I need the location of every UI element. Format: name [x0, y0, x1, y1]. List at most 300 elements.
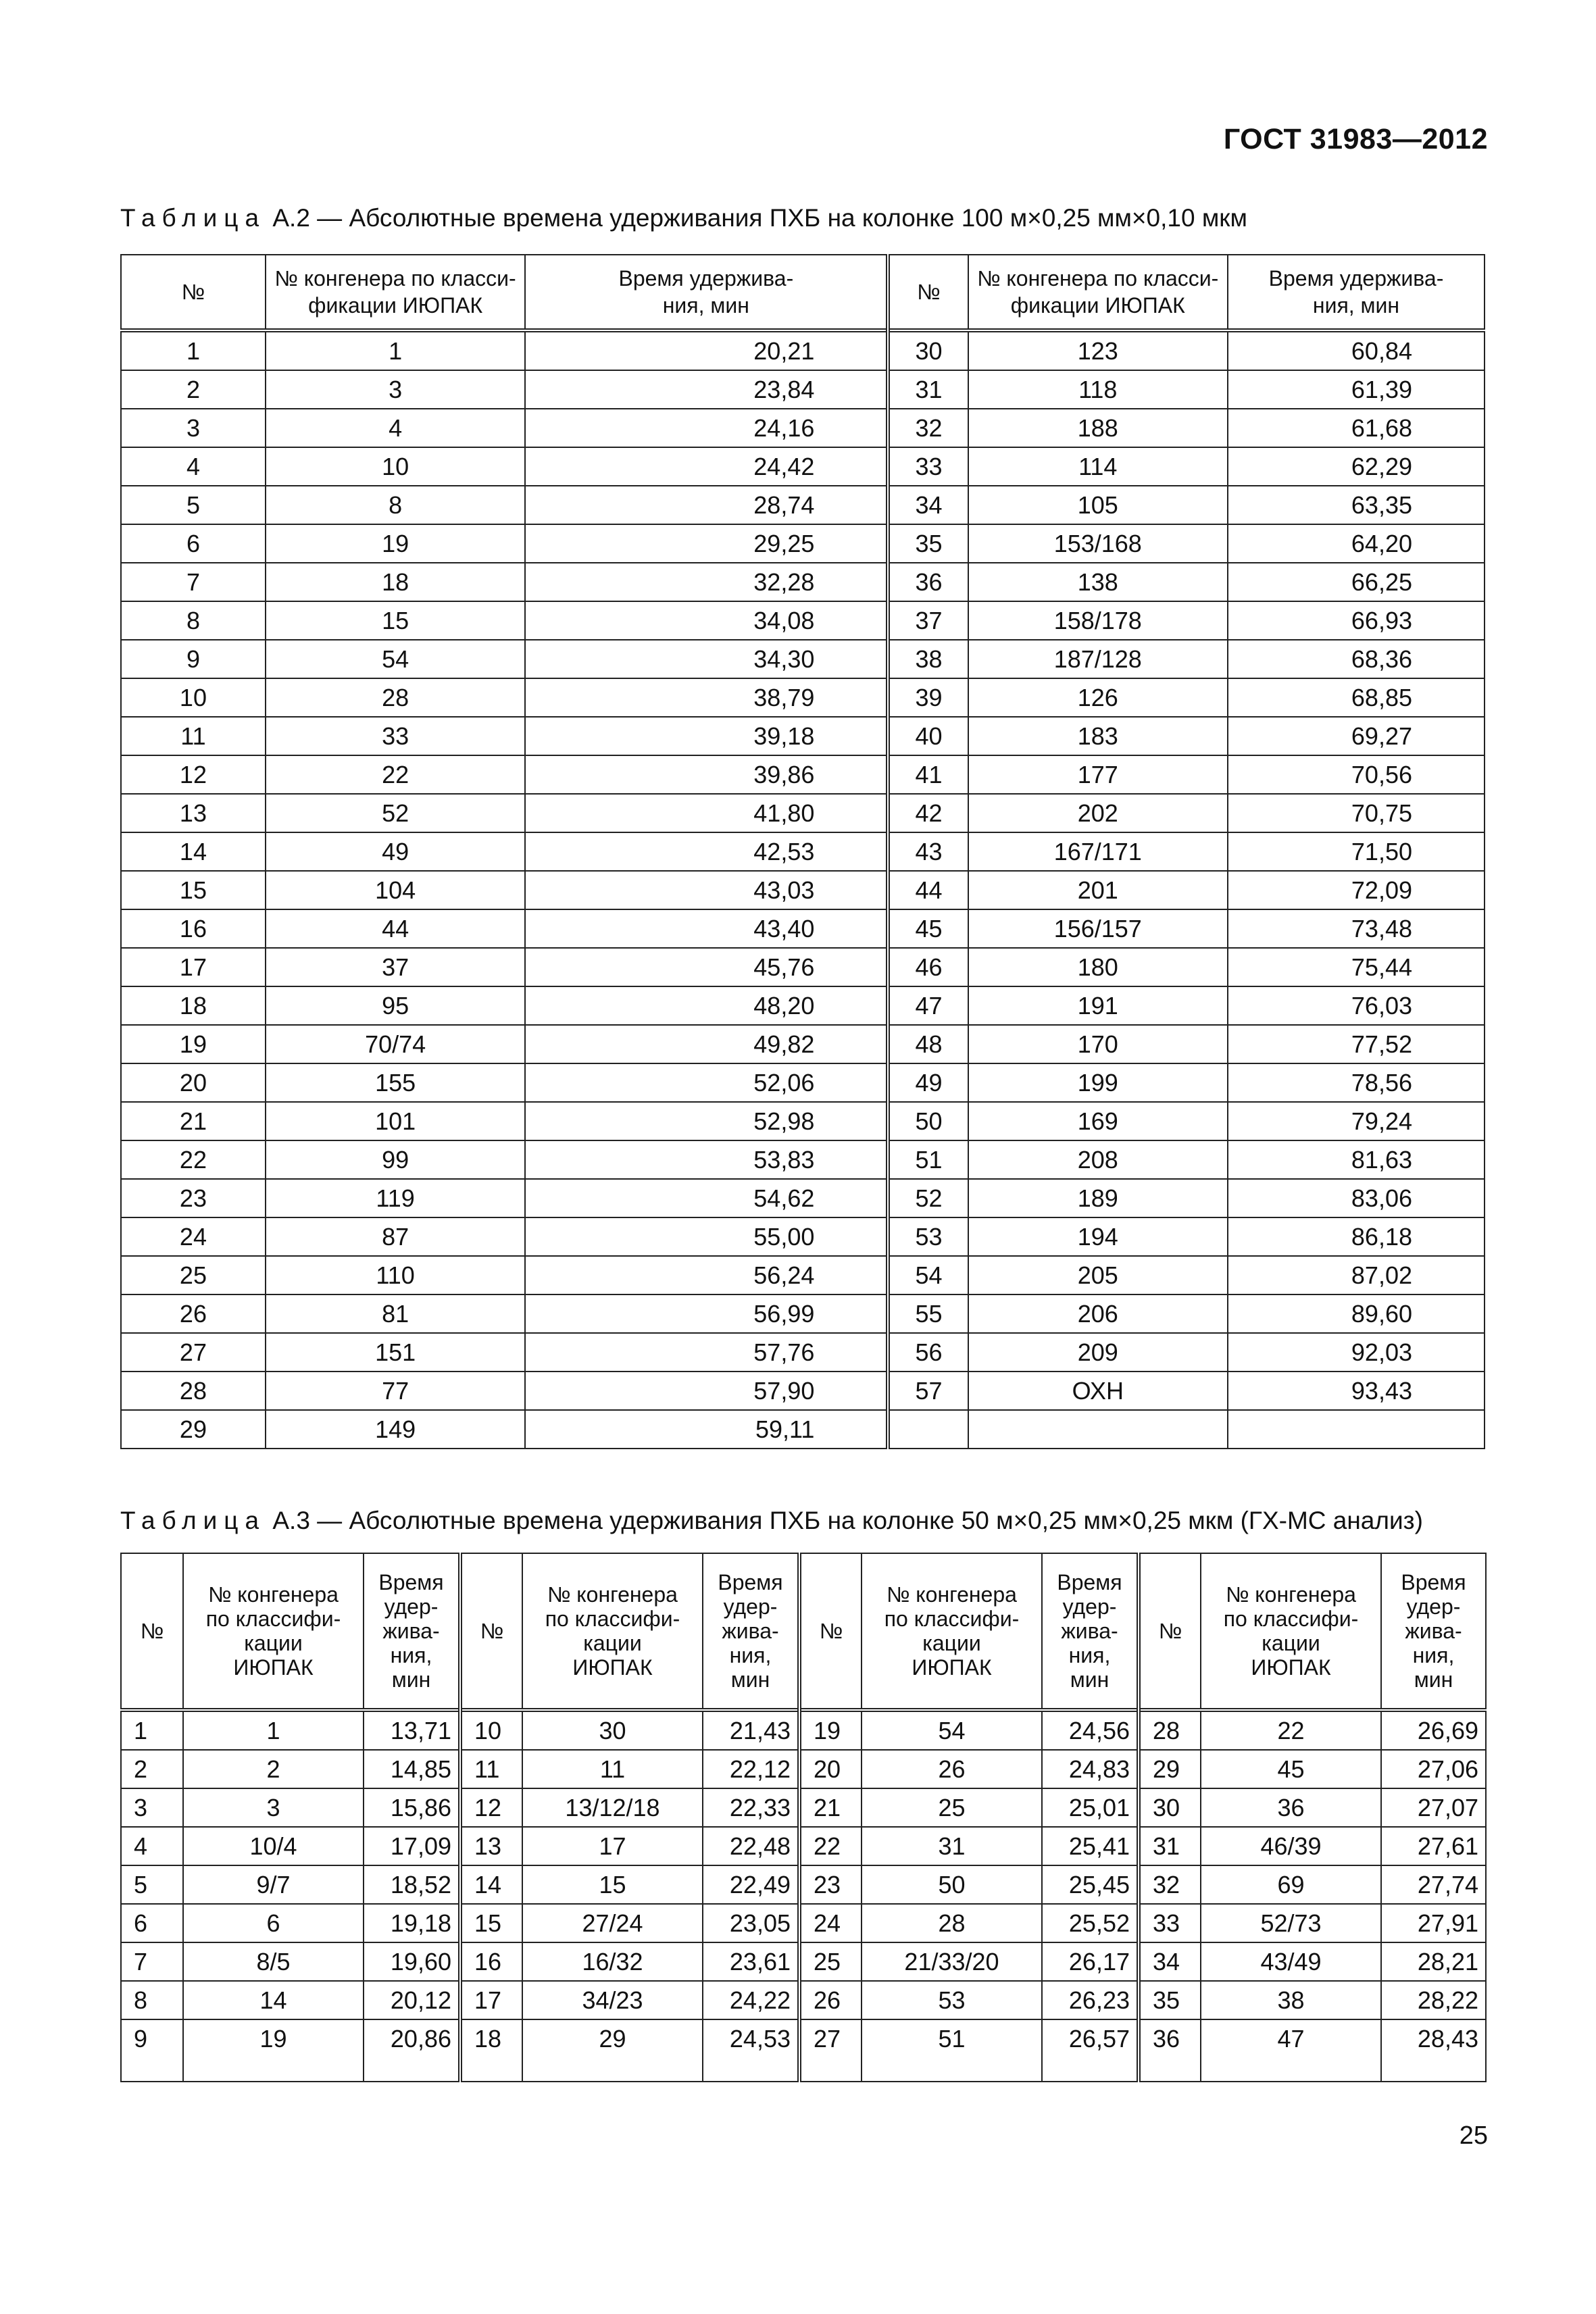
congener-cell: 27/24	[522, 1904, 703, 1942]
table-row	[121, 832, 1485, 871]
retention-time-cell: 76,03	[1228, 986, 1485, 1025]
retention-time-cell: 23,05	[703, 1904, 799, 1942]
row-number-cell: 16	[121, 909, 266, 948]
congener-cell: 22	[1201, 1710, 1381, 1750]
table-row	[121, 909, 1485, 948]
congener-cell: 126	[968, 678, 1228, 717]
table-row	[121, 1788, 1486, 1827]
retention-time-cell: 32,28	[525, 563, 888, 601]
congener-cell: 11	[522, 1750, 703, 1788]
row-number-cell: 10	[121, 678, 266, 717]
congener-cell: 187/128	[968, 640, 1228, 678]
congener-cell: 123	[968, 330, 1228, 370]
retention-time-cell: 69,27	[1228, 717, 1485, 755]
row-number-cell: 44	[888, 871, 968, 909]
retention-time-cell: 27,07	[1381, 1788, 1486, 1827]
congener-cell: 110	[266, 1256, 525, 1294]
congener-cell: 52/73	[1201, 1904, 1381, 1942]
congener-cell: 26	[862, 1750, 1042, 1788]
retention-time-cell: 63,35	[1228, 486, 1485, 524]
congener-cell: 28	[266, 678, 525, 717]
retention-time-cell: 28,43	[1381, 2019, 1486, 2082]
table-row	[121, 1904, 1486, 1942]
row-number-cell: 24	[799, 1904, 862, 1942]
congener-cell: 104	[266, 871, 525, 909]
retention-time-cell: 24,56	[1042, 1710, 1139, 1750]
retention-time-cell: 26,17	[1042, 1942, 1139, 1981]
table-a2-caption	[120, 204, 1247, 232]
retention-time-cell: 92,03	[1228, 1333, 1485, 1372]
table-row	[121, 986, 1485, 1025]
table-a2-caption-prefix: Таблица	[120, 204, 266, 232]
table-row	[121, 1942, 1486, 1981]
congener-cell: 19	[183, 2019, 364, 2082]
row-number-cell: 11	[121, 717, 266, 755]
table-row	[121, 370, 1485, 409]
row-number-cell: 21	[121, 1102, 266, 1140]
table-a2-header-congener: № конгенера по класси- фикации ИЮПАК	[266, 255, 525, 330]
retention-time-cell: 26,23	[1042, 1981, 1139, 2019]
table-a3-header-row	[121, 1553, 1486, 1710]
retention-time-cell: 64,20	[1228, 524, 1485, 563]
row-number-cell: 1	[121, 1710, 183, 1750]
row-number-cell: 30	[888, 330, 968, 370]
congener-cell: 3	[183, 1788, 364, 1827]
retention-time-cell: 54,62	[525, 1179, 888, 1217]
congener-cell: 36	[1201, 1788, 1381, 1827]
congener-cell: 47	[1201, 2019, 1381, 2082]
congener-cell: 30	[522, 1710, 703, 1750]
congener-cell: 44	[266, 909, 525, 948]
retention-time-cell: 20,21	[525, 330, 888, 370]
row-number-cell: 23	[799, 1865, 862, 1904]
retention-time-cell: 24,22	[703, 1981, 799, 2019]
table-row	[121, 2019, 1486, 2082]
row-number-cell: 15	[121, 871, 266, 909]
table-row	[121, 563, 1485, 601]
row-number-cell	[888, 1410, 968, 1449]
congener-cell: 13/12/18	[522, 1788, 703, 1827]
row-number-cell: 4	[121, 1827, 183, 1865]
table-row	[121, 1750, 1486, 1788]
congener-cell: 6	[183, 1904, 364, 1942]
retention-time-cell: 18,52	[364, 1865, 460, 1904]
congener-cell: ОХН	[968, 1372, 1228, 1410]
retention-time-cell: 56,99	[525, 1294, 888, 1333]
retention-time-cell: 27,06	[1381, 1750, 1486, 1788]
table-row	[121, 678, 1485, 717]
table-row	[121, 640, 1485, 678]
table-row	[121, 1333, 1485, 1372]
retention-time-cell: 34,08	[525, 601, 888, 640]
row-number-cell: 5	[121, 486, 266, 524]
retention-time-cell: 61,39	[1228, 370, 1485, 409]
row-number-cell: 9	[121, 640, 266, 678]
document-header: ГОСТ 31983—2012	[1223, 123, 1488, 155]
table-a3-header-congener: № конгенера по классифи- кации ИЮПАК	[1201, 1553, 1381, 1710]
table-row	[121, 1827, 1486, 1865]
retention-time-cell: 68,85	[1228, 678, 1485, 717]
retention-time-cell: 19,60	[364, 1942, 460, 1981]
retention-time-cell: 43,40	[525, 909, 888, 948]
table-row	[121, 447, 1485, 486]
row-number-cell: 40	[888, 717, 968, 755]
retention-time-cell: 27,74	[1381, 1865, 1486, 1904]
row-number-cell: 13	[121, 794, 266, 832]
retention-time-cell: 23,84	[525, 370, 888, 409]
retention-time-cell: 26,69	[1381, 1710, 1486, 1750]
table-row	[121, 1102, 1485, 1140]
retention-time-cell: 20,12	[364, 1981, 460, 2019]
table-a3-header-congener: № конгенера по классифи- кации ИЮПАК	[862, 1553, 1042, 1710]
retention-time-cell: 75,44	[1228, 948, 1485, 986]
congener-cell: 70/74	[266, 1025, 525, 1063]
table-a2-header-congener: № конгенера по класси- фикации ИЮПАК	[968, 255, 1228, 330]
retention-time-cell: 22,48	[703, 1827, 799, 1865]
congener-cell: 46/39	[1201, 1827, 1381, 1865]
table-a3-caption	[120, 1507, 1423, 1535]
row-number-cell: 56	[888, 1333, 968, 1372]
table-row	[121, 1140, 1485, 1179]
row-number-cell: 20	[121, 1063, 266, 1102]
retention-time-cell: 27,91	[1381, 1904, 1486, 1942]
congener-cell: 155	[266, 1063, 525, 1102]
row-number-cell: 19	[799, 1710, 862, 1750]
retention-time-cell: 83,06	[1228, 1179, 1485, 1217]
table-row	[121, 1063, 1485, 1102]
table-row	[121, 1865, 1486, 1904]
row-number-cell: 12	[121, 755, 266, 794]
retention-time-cell: 45,76	[525, 948, 888, 986]
congener-cell: 29	[522, 2019, 703, 2082]
retention-time-cell: 23,61	[703, 1942, 799, 1981]
retention-time-cell: 26,57	[1042, 2019, 1139, 2082]
table-row	[121, 717, 1485, 755]
congener-cell: 77	[266, 1372, 525, 1410]
retention-time-cell: 21,43	[703, 1710, 799, 1750]
row-number-cell: 12	[460, 1788, 522, 1827]
row-number-cell: 5	[121, 1865, 183, 1904]
row-number-cell: 29	[1139, 1750, 1201, 1788]
row-number-cell: 9	[121, 2019, 183, 2082]
row-number-cell: 22	[799, 1827, 862, 1865]
retention-time-cell: 24,16	[525, 409, 888, 447]
congener-cell: 4	[266, 409, 525, 447]
congener-cell: 54	[266, 640, 525, 678]
row-number-cell: 11	[460, 1750, 522, 1788]
row-number-cell: 16	[460, 1942, 522, 1981]
retention-time-cell: 39,86	[525, 755, 888, 794]
row-number-cell: 25	[799, 1942, 862, 1981]
row-number-cell: 57	[888, 1372, 968, 1410]
congener-cell: 118	[968, 370, 1228, 409]
congener-cell: 22	[266, 755, 525, 794]
page-number: 25	[1459, 2121, 1488, 2150]
table-a3-header-congener: № конгенера по классифи- кации ИЮПАК	[183, 1553, 364, 1710]
table-row	[121, 486, 1485, 524]
row-number-cell: 3	[121, 409, 266, 447]
table-a3-caption-text: А.3 — Абсолютные времена удерживания ПХБ на колонке 50 м×0,25 мм×0,25 мкм (ГХ-МС анализ)	[266, 1507, 1423, 1534]
row-number-cell: 8	[121, 1981, 183, 2019]
row-number-cell: 36	[888, 563, 968, 601]
row-number-cell: 35	[1139, 1981, 1201, 2019]
congener-cell: 205	[968, 1256, 1228, 1294]
retention-time-cell	[1228, 1410, 1485, 1449]
row-number-cell: 8	[121, 601, 266, 640]
row-number-cell: 47	[888, 986, 968, 1025]
row-number-cell: 17	[460, 1981, 522, 2019]
retention-time-cell: 49,82	[525, 1025, 888, 1063]
congener-cell: 206	[968, 1294, 1228, 1333]
row-number-cell: 21	[799, 1788, 862, 1827]
congener-cell: 15	[266, 601, 525, 640]
congener-cell: 45	[1201, 1750, 1381, 1788]
retention-time-cell: 14,85	[364, 1750, 460, 1788]
table-a3-header-num: №	[460, 1553, 522, 1710]
congener-cell: 10	[266, 447, 525, 486]
row-number-cell: 2	[121, 1750, 183, 1788]
retention-time-cell: 27,61	[1381, 1827, 1486, 1865]
row-number-cell: 30	[1139, 1788, 1201, 1827]
row-number-cell: 49	[888, 1063, 968, 1102]
table-a3-header-num: №	[799, 1553, 862, 1710]
retention-time-cell: 41,80	[525, 794, 888, 832]
congener-cell: 10/4	[183, 1827, 364, 1865]
congener-cell: 183	[968, 717, 1228, 755]
congener-cell: 153/168	[968, 524, 1228, 563]
row-number-cell: 6	[121, 524, 266, 563]
congener-cell: 34/23	[522, 1981, 703, 2019]
congener-cell: 21/33/20	[862, 1942, 1042, 1981]
retention-time-cell: 53,83	[525, 1140, 888, 1179]
retention-time-cell: 28,74	[525, 486, 888, 524]
retention-time-cell: 66,25	[1228, 563, 1485, 601]
retention-time-cell: 38,79	[525, 678, 888, 717]
row-number-cell: 14	[460, 1865, 522, 1904]
congener-cell: 2	[183, 1750, 364, 1788]
congener-cell: 28	[862, 1904, 1042, 1942]
congener-cell: 54	[862, 1710, 1042, 1750]
congener-cell: 191	[968, 986, 1228, 1025]
congener-cell: 99	[266, 1140, 525, 1179]
row-number-cell: 7	[121, 1942, 183, 1981]
row-number-cell: 31	[888, 370, 968, 409]
congener-cell: 194	[968, 1217, 1228, 1256]
congener-cell: 25	[862, 1788, 1042, 1827]
row-number-cell: 2	[121, 370, 266, 409]
table-a3-header-congener: № конгенера по классифи- кации ИЮПАК	[522, 1553, 703, 1710]
row-number-cell: 33	[888, 447, 968, 486]
table-a3-body	[121, 1710, 1486, 2082]
row-number-cell: 37	[888, 601, 968, 640]
congener-cell: 9/7	[183, 1865, 364, 1904]
congener-cell: 18	[266, 563, 525, 601]
congener-cell: 8/5	[183, 1942, 364, 1981]
congener-cell: 50	[862, 1865, 1042, 1904]
table-a3-header-num: №	[1139, 1553, 1201, 1710]
table-row	[121, 1410, 1485, 1449]
retention-time-cell: 70,75	[1228, 794, 1485, 832]
row-number-cell: 28	[1139, 1710, 1201, 1750]
retention-time-cell: 77,52	[1228, 1025, 1485, 1063]
congener-cell: 149	[266, 1410, 525, 1449]
congener-cell: 170	[968, 1025, 1228, 1063]
retention-time-cell: 13,71	[364, 1710, 460, 1750]
table-row	[121, 524, 1485, 563]
congener-cell: 16/32	[522, 1942, 703, 1981]
row-number-cell: 48	[888, 1025, 968, 1063]
row-number-cell: 41	[888, 755, 968, 794]
row-number-cell: 1	[121, 330, 266, 370]
row-number-cell: 53	[888, 1217, 968, 1256]
retention-time-cell: 34,30	[525, 640, 888, 678]
retention-time-cell: 42,53	[525, 832, 888, 871]
table-row	[121, 755, 1485, 794]
table-row	[121, 1025, 1485, 1063]
row-number-cell: 32	[888, 409, 968, 447]
row-number-cell: 17	[121, 948, 266, 986]
retention-time-cell: 56,24	[525, 1256, 888, 1294]
congener-cell: 201	[968, 871, 1228, 909]
congener-cell: 43/49	[1201, 1942, 1381, 1981]
row-number-cell: 4	[121, 447, 266, 486]
row-number-cell: 55	[888, 1294, 968, 1333]
row-number-cell: 32	[1139, 1865, 1201, 1904]
table-row	[121, 1294, 1485, 1333]
retention-time-cell: 29,25	[525, 524, 888, 563]
row-number-cell: 29	[121, 1410, 266, 1449]
retention-time-cell: 48,20	[525, 986, 888, 1025]
table-a2-header-time: Время удержива- ния, мин	[1228, 255, 1485, 330]
congener-cell: 53	[862, 1981, 1042, 2019]
retention-time-cell: 72,09	[1228, 871, 1485, 909]
retention-time-cell: 24,53	[703, 2019, 799, 2082]
retention-time-cell: 22,49	[703, 1865, 799, 1904]
row-number-cell: 13	[460, 1827, 522, 1865]
congener-cell: 95	[266, 986, 525, 1025]
row-number-cell: 54	[888, 1256, 968, 1294]
congener-cell: 151	[266, 1333, 525, 1372]
row-number-cell: 38	[888, 640, 968, 678]
row-number-cell: 26	[121, 1294, 266, 1333]
congener-cell: 189	[968, 1179, 1228, 1217]
retention-time-cell: 70,56	[1228, 755, 1485, 794]
row-number-cell: 28	[121, 1372, 266, 1410]
table-row	[121, 1710, 1486, 1750]
retention-time-cell: 17,09	[364, 1827, 460, 1865]
row-number-cell: 14	[121, 832, 266, 871]
congener-cell: 208	[968, 1140, 1228, 1179]
row-number-cell: 3	[121, 1788, 183, 1827]
table-row	[121, 1217, 1485, 1256]
retention-time-cell: 66,93	[1228, 601, 1485, 640]
retention-time-cell: 28,21	[1381, 1942, 1486, 1981]
row-number-cell: 10	[460, 1710, 522, 1750]
table-row	[121, 1179, 1485, 1217]
retention-time-cell: 68,36	[1228, 640, 1485, 678]
table-a2	[120, 254, 1485, 1449]
congener-cell: 209	[968, 1333, 1228, 1372]
congener-cell: 119	[266, 1179, 525, 1217]
congener-cell: 1	[183, 1710, 364, 1750]
table-a2-header-row	[121, 255, 1485, 330]
row-number-cell: 22	[121, 1140, 266, 1179]
row-number-cell: 46	[888, 948, 968, 986]
row-number-cell: 27	[121, 1333, 266, 1372]
retention-time-cell: 25,41	[1042, 1827, 1139, 1865]
retention-time-cell: 22,12	[703, 1750, 799, 1788]
row-number-cell: 31	[1139, 1827, 1201, 1865]
table-row	[121, 330, 1485, 370]
congener-cell: 199	[968, 1063, 1228, 1102]
retention-time-cell: 59,11	[525, 1410, 888, 1449]
row-number-cell: 15	[460, 1904, 522, 1942]
table-a3-header-time: Время удер- жива- ния, мин	[1381, 1553, 1486, 1710]
table-a3-header-num: №	[121, 1553, 183, 1710]
retention-time-cell: 87,02	[1228, 1256, 1485, 1294]
row-number-cell: 45	[888, 909, 968, 948]
table-row	[121, 601, 1485, 640]
retention-time-cell: 93,43	[1228, 1372, 1485, 1410]
retention-time-cell: 73,48	[1228, 909, 1485, 948]
table-row	[121, 794, 1485, 832]
retention-time-cell: 71,50	[1228, 832, 1485, 871]
row-number-cell: 34	[1139, 1942, 1201, 1981]
retention-time-cell: 25,01	[1042, 1788, 1139, 1827]
table-row	[121, 1256, 1485, 1294]
table-a3-header-time: Время удер- жива- ния, мин	[364, 1553, 460, 1710]
row-number-cell: 24	[121, 1217, 266, 1256]
congener-cell: 3	[266, 370, 525, 409]
retention-time-cell: 57,76	[525, 1333, 888, 1372]
congener-cell: 180	[968, 948, 1228, 986]
retention-time-cell: 81,63	[1228, 1140, 1485, 1179]
row-number-cell: 23	[121, 1179, 266, 1217]
table-row	[121, 409, 1485, 447]
row-number-cell: 25	[121, 1256, 266, 1294]
table-a3-caption-prefix: Таблица	[120, 1507, 266, 1534]
congener-cell: 81	[266, 1294, 525, 1333]
retention-time-cell: 52,98	[525, 1102, 888, 1140]
retention-time-cell: 52,06	[525, 1063, 888, 1102]
retention-time-cell: 24,42	[525, 447, 888, 486]
row-number-cell: 27	[799, 2019, 862, 2082]
retention-time-cell: 25,45	[1042, 1865, 1139, 1904]
retention-time-cell: 89,60	[1228, 1294, 1485, 1333]
retention-time-cell: 57,90	[525, 1372, 888, 1410]
congener-cell: 138	[968, 563, 1228, 601]
row-number-cell: 51	[888, 1140, 968, 1179]
retention-time-cell: 19,18	[364, 1904, 460, 1942]
congener-cell: 1	[266, 330, 525, 370]
table-a3	[120, 1553, 1487, 2082]
retention-time-cell: 43,03	[525, 871, 888, 909]
retention-time-cell: 39,18	[525, 717, 888, 755]
row-number-cell: 26	[799, 1981, 862, 2019]
congener-cell: 15	[522, 1865, 703, 1904]
retention-time-cell: 22,33	[703, 1788, 799, 1827]
row-number-cell: 39	[888, 678, 968, 717]
row-number-cell: 50	[888, 1102, 968, 1140]
congener-cell: 31	[862, 1827, 1042, 1865]
table-a2-header-num: №	[121, 255, 266, 330]
congener-cell: 19	[266, 524, 525, 563]
row-number-cell: 36	[1139, 2019, 1201, 2082]
congener-cell: 8	[266, 486, 525, 524]
retention-time-cell: 55,00	[525, 1217, 888, 1256]
congener-cell	[968, 1410, 1228, 1449]
row-number-cell: 19	[121, 1025, 266, 1063]
